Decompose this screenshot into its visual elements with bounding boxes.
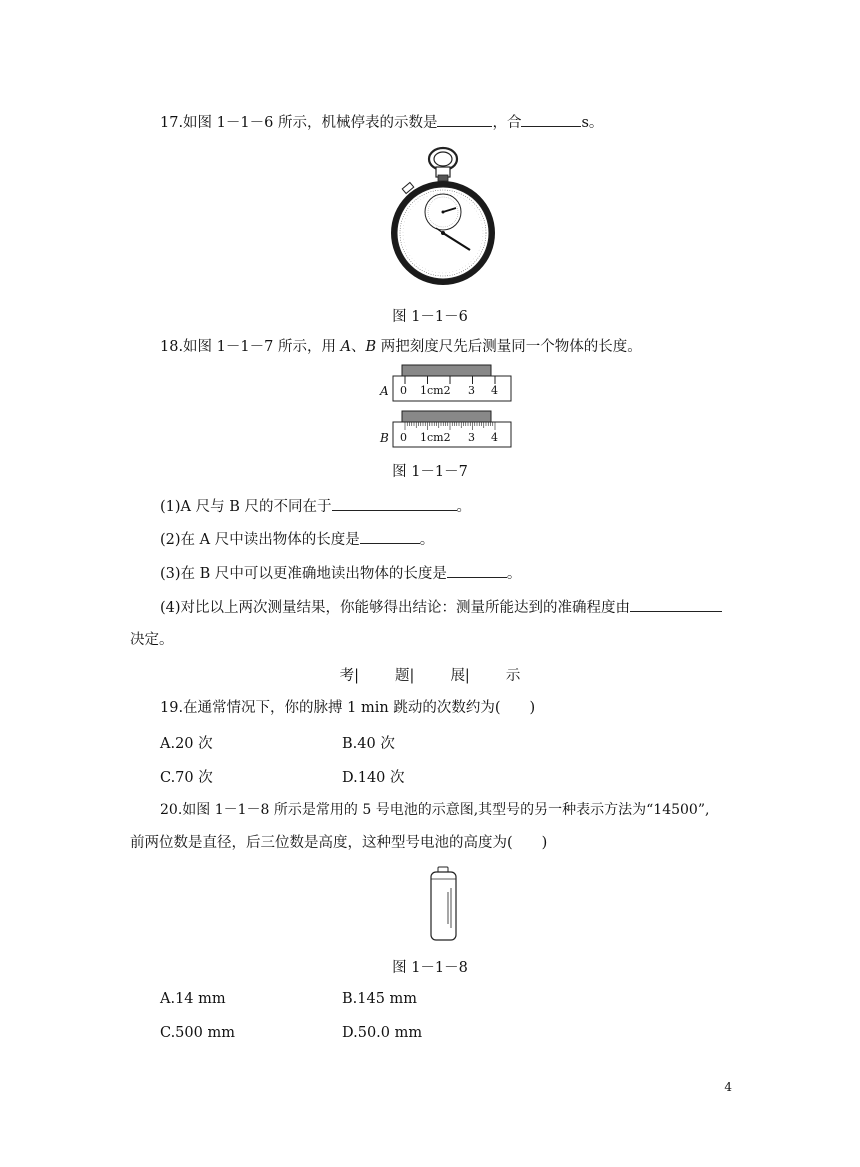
- q17-text: 17.如图 1－1－6 所示，机械停表的示数是 ，合 s。: [160, 112, 603, 133]
- q18-caption: 图 1－1－7: [392, 464, 468, 480]
- q18-sub2: (2)在 A 尺中读出物体的长度是 。: [160, 529, 434, 550]
- ruler-a-tick-3: 3: [468, 384, 475, 397]
- q20-option-c: C.500 mm: [160, 1025, 235, 1041]
- q18-blank-1: [332, 496, 457, 511]
- ruler-a-tick-1: 1cm2: [420, 384, 451, 397]
- q20-option-d: D.50.0 mm: [342, 1025, 423, 1041]
- ruler-b-tick-4: 4: [491, 431, 498, 444]
- q18-blank-2: [360, 529, 420, 544]
- ruler-a-label: A: [380, 384, 389, 398]
- ruler-a-tick-4: 4: [491, 384, 498, 397]
- q20-caption: 图 1－1－8: [392, 960, 468, 976]
- q17-blank-2: [521, 112, 581, 127]
- ruler-a-tick-0: 0: [400, 384, 407, 397]
- q18-sub1: (1)A 尺与 B 尺的不同在于 。: [160, 496, 471, 517]
- q20-line-2: 前两位数是直径，后三位数是高度，这种型号电池的高度为( ): [130, 835, 548, 851]
- q19-option-d: D.140 次: [342, 770, 405, 786]
- battery-figure: [428, 866, 460, 944]
- q18-blank-3: [447, 563, 507, 578]
- q18-text: 18.如图 1－1－7 所示，用 A、B 两把刻度尺先后测量同一个物体的长度。: [160, 339, 642, 355]
- q20-option-a: A.14 mm: [160, 991, 226, 1007]
- q18-blank-4: [630, 597, 722, 612]
- stopwatch-figure: [388, 145, 498, 293]
- ruler-b-label: B: [380, 431, 389, 445]
- q19-option-b: B.40 次: [342, 736, 395, 752]
- page-number: 4: [724, 1080, 732, 1094]
- q20-line-1: 20.如图 1－1－8 所示是常用的 5 号电池的示意图,其型号的另一种表示方法为“14500”,: [160, 802, 710, 818]
- q19-option-a: A.20 次: [160, 736, 213, 752]
- q17-caption: 图 1－1－6: [392, 309, 468, 325]
- ruler-b-tick-1: 1cm2: [420, 431, 451, 444]
- q17-blank-1: [437, 112, 492, 127]
- q18-sub3: (3)在 B 尺中可以更准确地读出物体的长度是 。: [160, 563, 521, 584]
- ruler-b-figure: [392, 410, 514, 450]
- q18-sub4-cont: 决定。: [130, 632, 174, 648]
- q18-sub4: (4)对比以上两次测量结果，你能够得出结论：测量所能达到的准确程度由: [160, 597, 722, 618]
- q20-option-b: B.145 mm: [342, 991, 418, 1007]
- q19-option-c: C.70 次: [160, 770, 213, 786]
- ruler-b-tick-3: 3: [468, 431, 475, 444]
- ruler-b-tick-0: 0: [400, 431, 407, 444]
- section-heading: 考| 题| 展| 示: [339, 668, 521, 684]
- q19-text: 19.在通常情况下，你的脉搏 1 min 跳动的次数约为( ): [160, 700, 536, 716]
